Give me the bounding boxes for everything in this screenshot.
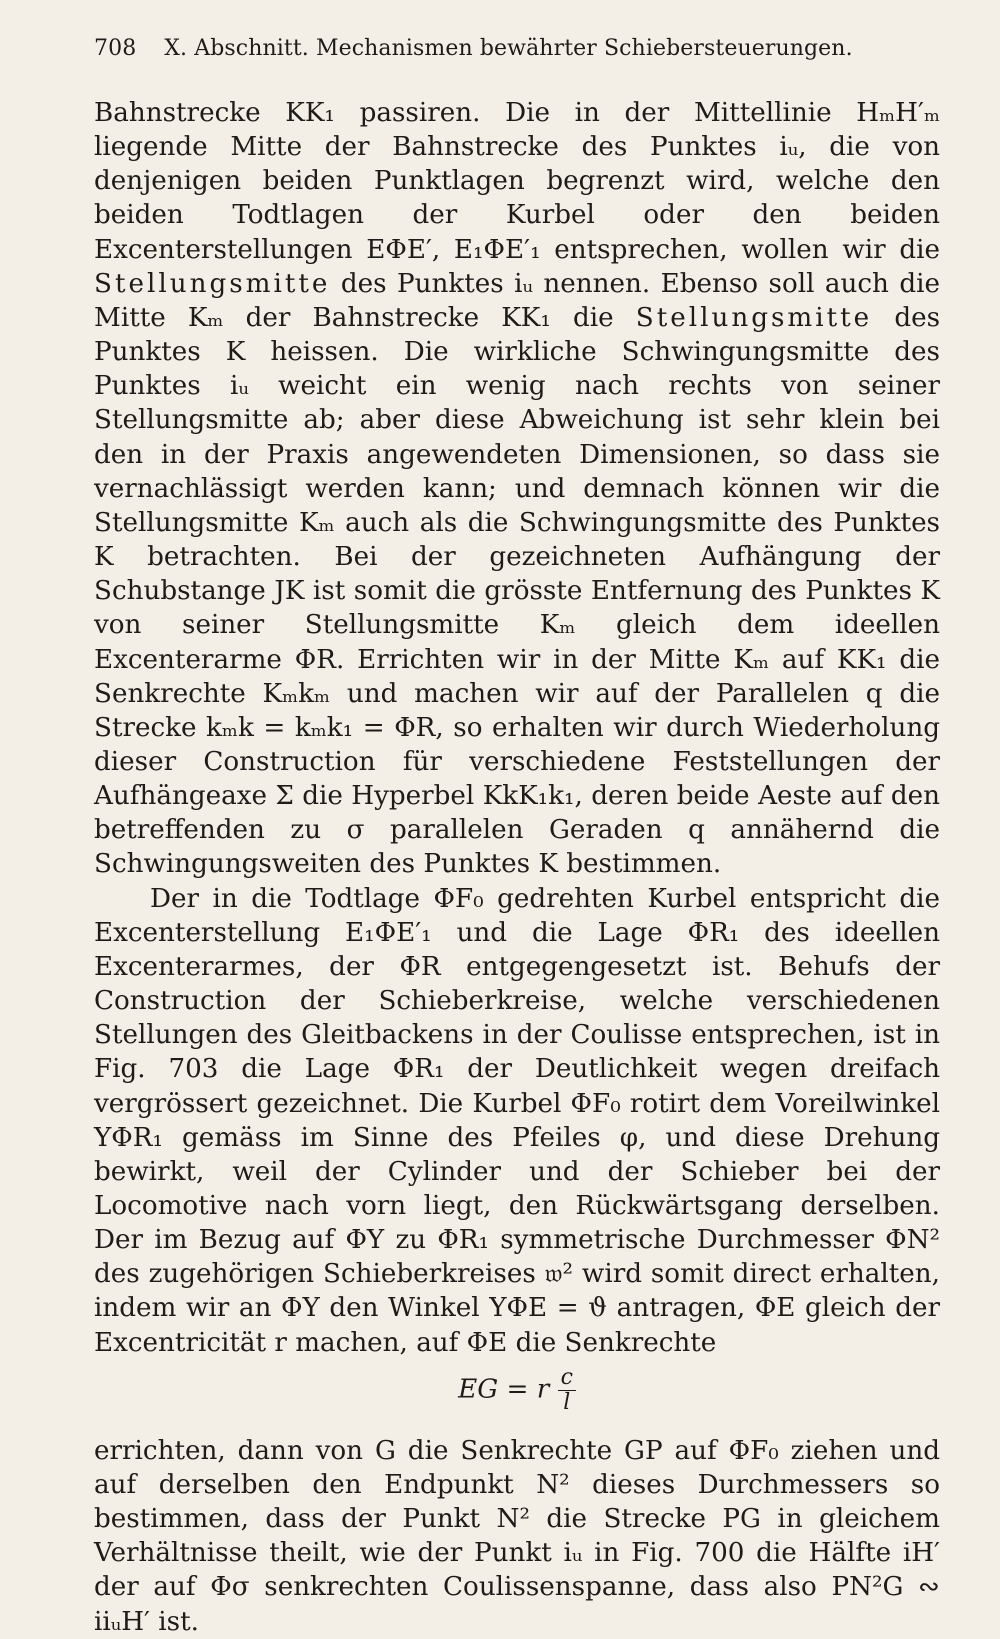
paragraph-text: des Punktes iᵤ nennen. Ebenso soll auch die Mitte Kₘ der Bahnstrecke KK₁ die: [94, 268, 941, 333]
spaced-term: Stellungsmitte: [635, 302, 873, 333]
running-header: [94, 36, 924, 61]
paragraph: errichten, dann von G die Senkrechte GP auf ΦF₀ ziehen und auf derselben den Endpunkt N² dieses Durchmessers so bestimmen, dass der Punkt N² die Strecke PG in gleichem Verhältnisse theilt, wie der Punkt iᵤ in Fig. 700 die Hälfte iH′ der auf Φσ senkrechten Coulissenspanne, dass also PN²G ∾ iiᵤH′ ist.: [94, 1435, 940, 1637]
paragraph: [94, 96, 940, 882]
formula: [94, 1366, 940, 1426]
fraction-denominator: l: [563, 1389, 571, 1415]
paragraph-text: des Punktes K heissen. Die wirkliche Schwingungsmitte des Punktes iᵤ weicht ein wenig nach rechts von seiner Stellungsmitte ab; aber diese Abweichung ist sehr klein bei den in der Praxis angewendeten Dimensionen, so dass sie vernachlässigt werden kann; und demnach können wir die Stellungsmitte Kₘ auch als die Schwingungsmitte des Punktes K betrachten. Bei der gezeichneten Aufhängung der Schubstange JK ist somit die grösste Entfernung des Punktes K von seiner Stellungsmitte Kₘ gleich dem ideellen Excenterarme ΦR. Errichten wir in der Mitte Kₘ auf KK₁ die Senkrechte Kₘkₘ und machen wir auf der Parallelen q die Strecke kₘk = kₘk₁ = ΦR, so erhalten wir durch Wiederholung dieser Construction für verschiedene Feststellungen der Aufhängeaxe Σ die Hyperbel KkK₁k₁, deren beide Aeste auf den betreffenden zu σ parallelen Geraden q annähernd die Schwingungsweiten des Punktes K bestimmen.: [94, 302, 941, 880]
body-text: [94, 96, 940, 1639]
formula-fraction: [558, 1366, 576, 1415]
fraction-numerator: c: [558, 1366, 576, 1391]
page-number: 708: [94, 36, 137, 61]
running-title: X. Abschnitt. Mechanismen bewährter Schiebersteuerungen.: [164, 36, 853, 61]
paragraph: Der in die Todtlage ΦF₀ gedrehten Kurbel entspricht die Excenterstellung E₁ΦE′₁ und die Lage ΦR₁ des ideellen Excenterarmes, der ΦR entgegengesetzt ist. Behufs der Construction der Schieberkreise, welche verschiedenen Stellungen des Gleitbackens in der Coulisse entsprechen, ist in Fig. 703 die Lage ΦR₁ der Deutlichkeit wegen dreifach vergrössert gezeichnet. Die Kurbel ΦF₀ rotirt dem Voreilwinkel YΦR₁ gemäss im Sinne des Pfeiles φ, und diese Drehung bewirkt, weil der Cylinder und der Schieber bei der Locomotive nach vorn liegt, den Rückwärtsgang derselben. Der im Bezug auf ΦY zu ΦR₁ symmetrische Durchmesser ΦN² des zugehörigen Schieberkreises 𝔴² wird somit direct erhalten, indem wir an ΦY den Winkel YΦE = ϑ antragen, ΦE gleich der Excentricität r machen, auf ΦE die Senkrechte: [94, 883, 940, 1358]
formula-lhs: EG = r: [458, 1374, 550, 1405]
paragraph-text: Bahnstrecke KK₁ passiren. Die in der Mittellinie HₘH′ₘ liegende Mitte der Bahnstrecke des Punktes iᵤ, die von denjenigen beiden Punktlagen begrenzt wird, welche den beiden Todtlagen der Kurbel oder den beiden Excenterstellungen EΦE′, E₁ΦE′₁ entsprechen, wollen wir die: [94, 98, 940, 265]
spaced-term: Stellungsmitte: [94, 268, 331, 299]
